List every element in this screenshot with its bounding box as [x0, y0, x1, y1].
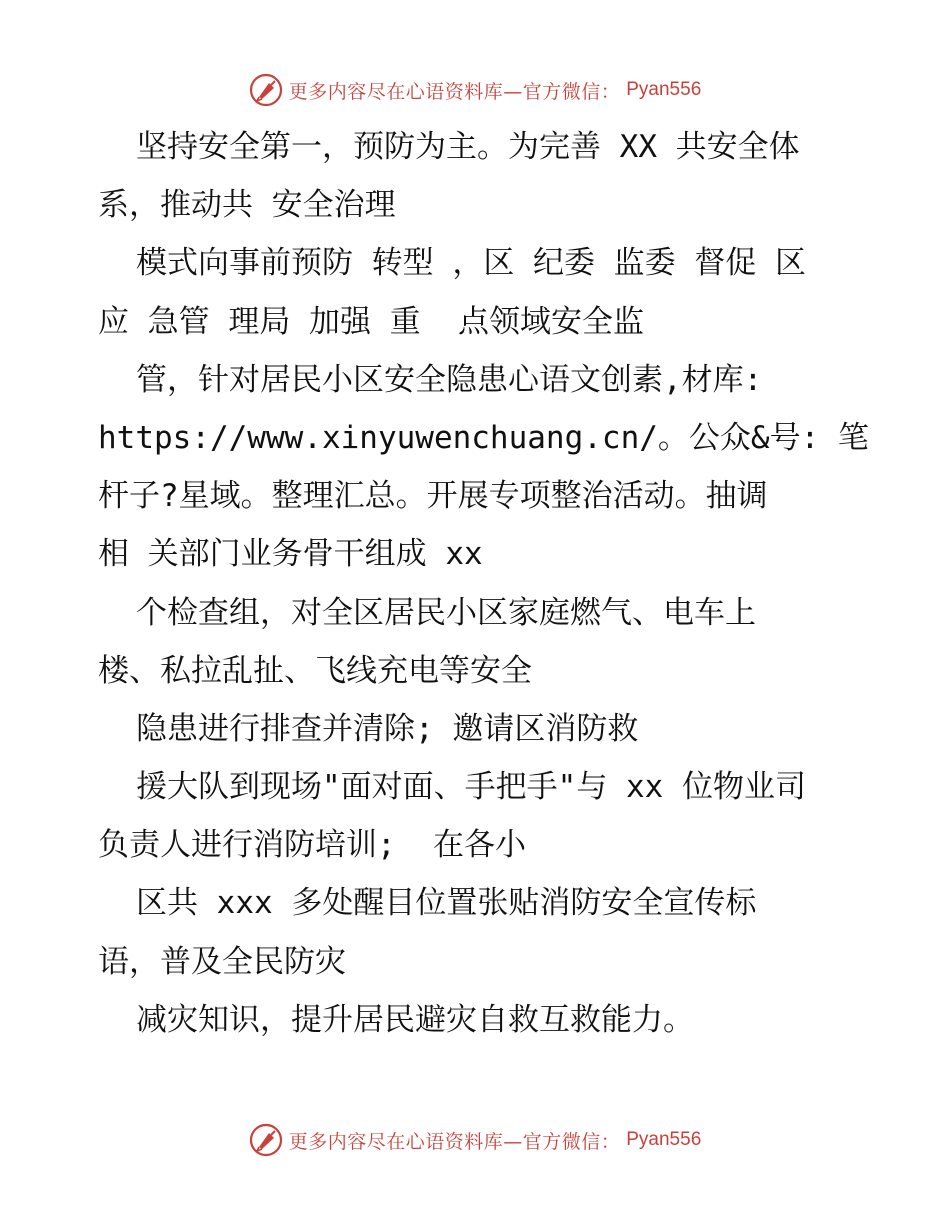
text-line: 模式向事前预防 转型 ，区 纪委 监委 督促 区	[136, 245, 806, 282]
text-line: https://www.xinyuwenchuang.cn/。公众&号: 笔	[98, 419, 869, 456]
text-line: 援大队到现场"面对面、手把手"与 xx 位物业司	[136, 769, 806, 806]
banner-text: 更多内容尽在心语资料库—官方微信：	[288, 80, 621, 103]
document-body	[98, 118, 878, 1049]
text-line: 管，针对居民小区安全隐患心语文创素,材库:	[136, 361, 763, 398]
text-line: 隐患进行排查并清除; 邀请区消防救	[136, 710, 639, 747]
banner-handle: Pyan556	[626, 1129, 702, 1150]
banner-text: 更多内容尽在心语资料库—官方微信：	[288, 1130, 621, 1153]
text-line: 楼、私拉乱扯、飞线充电等安全	[98, 652, 532, 689]
pen-nib-logo-icon	[249, 73, 283, 107]
text-line: 区共 xxx 多处醒目位置张贴消防安全宣传标	[136, 885, 757, 922]
text-line: 坚持安全第一，预防为主。为完善 XX 共安全体	[136, 129, 800, 165]
text-line: 个检查组，对全区居民小区家庭燃气、电车上	[136, 594, 756, 631]
banner-handle: Pyan556	[626, 79, 702, 100]
header-watermark-banner	[0, 72, 950, 108]
text-line: 负责人进行消防培训; 在各小	[98, 827, 526, 864]
text-line: 应 急管 理局 加强 重 点领域安全监	[98, 303, 644, 340]
text-line: 相 关部门业务骨干组成 xx	[98, 536, 483, 573]
footer-watermark-banner	[0, 1122, 950, 1158]
text-line: 语，普及全民防灾	[98, 943, 346, 980]
text-line: 减灾知识，提升居民避灾自救互救能力。	[136, 1001, 694, 1038]
text-line: 杆子?星域。整理汇总。开展专项整治活动。抽调	[98, 478, 768, 515]
pen-nib-logo-icon	[249, 1123, 283, 1157]
text-line: 系，推动共 安全治理	[98, 187, 396, 224]
